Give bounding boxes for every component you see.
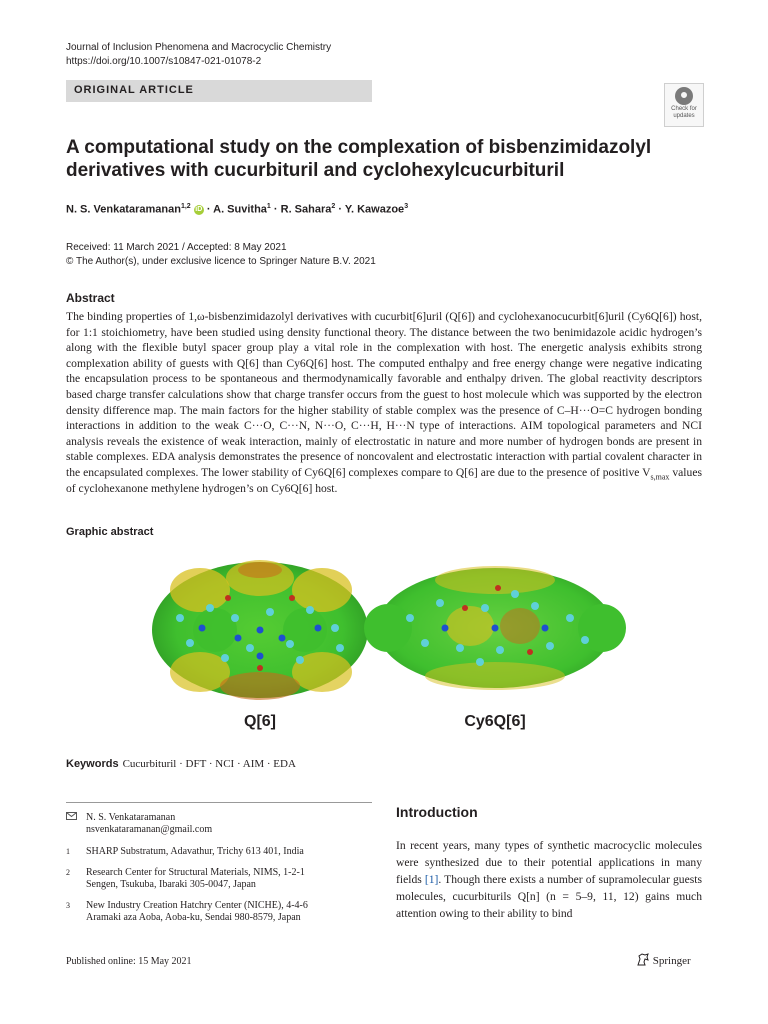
author-list (66, 203, 408, 216)
contact-name: N. S. Venkataramanan (86, 812, 176, 823)
author-affiliation: 3 (404, 203, 409, 210)
author-name[interactable]: N. S. Venkataramanan (66, 203, 181, 216)
graphic-abstract-image (140, 548, 630, 738)
article-type-label: ORIGINAL ARTICLE (74, 84, 194, 96)
cy6q6-label: Cy6Q[6] (464, 713, 526, 730)
publisher-logo (636, 953, 691, 967)
author-name[interactable]: Y. Kawazoe (344, 203, 405, 216)
contact-email[interactable]: nsvenkataramanan@gmail.com (86, 824, 213, 835)
affiliation-line: SHARP Substratum, Adavathur, Trichy 613 401, India (86, 846, 304, 857)
article-type-banner (66, 80, 372, 102)
author-separator: · (338, 203, 345, 216)
abstract-subscript: s,max (650, 472, 670, 482)
author-affiliation: 1,2 (180, 203, 191, 210)
affiliation (66, 900, 372, 924)
intro-text-end: . Though there exists a number of supramolecular guests molecules, cucurbiturils Q[n] (n = 5–9, 11, 12) gains much attention owing to their ability to bind (396, 873, 702, 920)
keywords-label: Keywords (66, 758, 119, 770)
affiliation-mark: 2 (66, 868, 70, 877)
publisher-name: Springer (652, 955, 691, 967)
introduction-heading: Introduction (396, 804, 478, 820)
citation-link[interactable]: [1] (424, 873, 439, 886)
author-name[interactable]: A. Suvitha (213, 203, 267, 216)
abstract-heading: Abstract (66, 291, 115, 305)
check-updates-icon (675, 87, 693, 105)
affiliation (66, 846, 372, 858)
envelope-icon (66, 812, 77, 824)
check-for-updates-badge[interactable] (664, 83, 704, 127)
affiliation-mark: 3 (66, 901, 70, 910)
published-date: Published online: 15 May 2021 (66, 956, 192, 967)
abstract-body (66, 309, 702, 496)
corresponding-author (66, 812, 372, 836)
author-name[interactable]: R. Sahara (280, 203, 332, 216)
keywords (66, 758, 296, 770)
q6-label: Q[6] (244, 713, 276, 730)
doi-link[interactable]: https://doi.org/10.1007/s10847-021-01078-2 (66, 56, 262, 67)
q6-molecule-surface (152, 560, 368, 700)
abstract-text: The binding properties of 1,ω-bisbenzimidazolyl derivatives with cucurbit[6]uril (Q[6]) and cyclohexanocucurbit[6]uril (Cy6Q[6]) host, for 1:1 stoichiometry, have been studied using density functional theory. The distance between the two benimidazole acidic hydrogen’s along with the flexible butyl spacer group play a vital role in the complexation with host. The energetic analysis exhibits strong complexation ability of guests with Q[6] than Cy6Q[6] host. The computed enthalpy and free energy change were negative indicating the encapsulation process to be spontaneous and thermodynamically favorable and enthalpy driven. The global reactivity descriptors based charge transfer calculations show that charge transfer occurs from the guest to host molecule which was supported by the electron density difference map. The main factors for the higher stability of stable complex was the presence of C–H···O=C hydrogen bonding interactions in addition to the weak C···O, C···N, N···O, C···H, H···N type of interactions. AIM topological parameters and NCI analysis reveals the existence of weak interaction, mainly of electrostatic in nature and more number of hydrogen bonds are present in stable complexes. EDA analysis demonstrates the presence of noncovalent and electrostatic interaction with partial covalent character in the encapsulated complexes. The lower stability of Cy6Q[6] complexes compare to Q[6] are due to the presence of positive V (66, 310, 702, 479)
publication-dates (66, 241, 376, 269)
introduction-body (396, 837, 702, 922)
received-accepted: Received: 11 March 2021 / Accepted: 8 May 2021 (66, 242, 287, 253)
springer-horse-icon (636, 953, 650, 966)
check-updates-line2: updates (673, 113, 695, 119)
affiliation-line: Research Center for Structural Materials, NIMS, 1-2-1 (86, 867, 305, 878)
intro-text: In recent years, many types of synthetic macrocyclic molecules were synthesized due to their potential applications in many fields (396, 839, 702, 886)
cy6q6-molecule-surface (364, 566, 626, 690)
affiliation-line: Aramaki aza Aoba, Aoba-ku, Sendai 980-8579, Japan (86, 912, 301, 923)
journal-name: Journal of Inclusion Phenomena and Macrocyclic Chemistry (66, 42, 332, 53)
orcid-icon[interactable]: iD (195, 205, 203, 213)
abstract-text-end: values of cyclohexanone methylene hydrogen’s on Cy6Q[6] host. (66, 465, 702, 495)
author-affiliation: 2 (331, 203, 336, 210)
copyright: © The Author(s), under exclusive licence to Springer Nature B.V. 2021 (66, 256, 376, 267)
affiliation-line: New Industry Creation Hatchry Center (NICHE), 4-4-6 (86, 900, 308, 911)
article-title: A computational study on the complexation of bisbenzimidazolyl derivatives with cucurbituril and cyclohexylcucurbituril (66, 137, 652, 181)
affiliation-mark: 1 (66, 847, 70, 856)
check-updates-line1: Check for (671, 106, 697, 112)
affiliation-line: Sengen, Tsukuba, Ibaraki 305-0047, Japan (86, 879, 256, 890)
keywords-list: Cucurbituril · DFT · NCI · AIM · EDA (122, 758, 296, 770)
author-affiliation: 1 (266, 203, 271, 210)
author-separator: · (206, 203, 214, 216)
graphic-abstract-heading: Graphic abstract (66, 526, 154, 538)
author-separator: · (273, 203, 281, 216)
footnotes (66, 812, 372, 924)
journal-header (66, 41, 331, 69)
footnote-divider (66, 802, 372, 803)
affiliation (66, 867, 372, 891)
